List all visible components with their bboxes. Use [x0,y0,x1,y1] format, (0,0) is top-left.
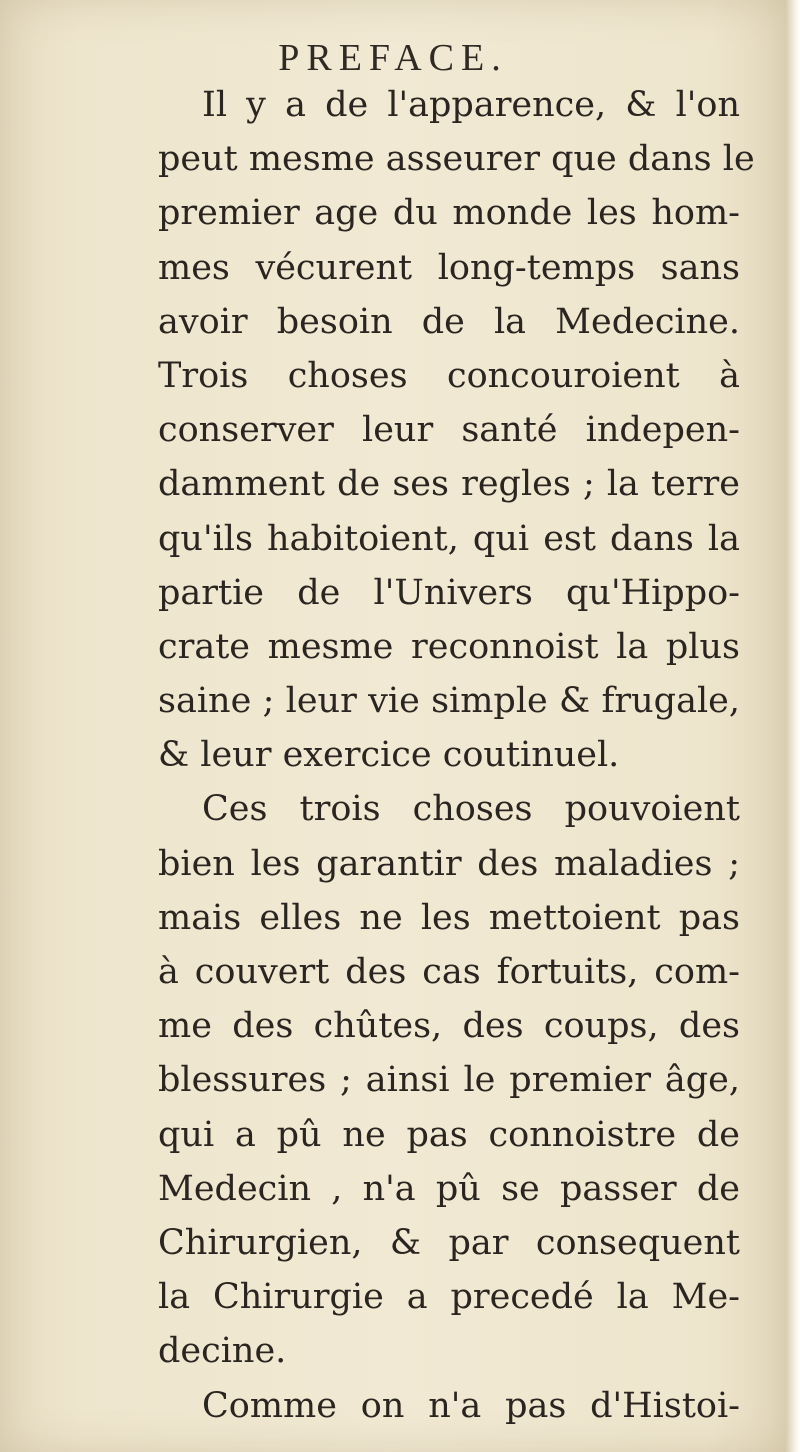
text-line: la Chirurgie a precedé la Me- [158,1277,740,1318]
text-line: saine ; leur vie simple & frugale, [158,681,740,722]
body-text [158,78,755,1433]
text-line: mes vécurent long-temps sans [158,247,740,288]
text-line: qui a pû ne pas connoistre de [158,1114,740,1155]
text-line: & leur exercice coutinuel. [158,735,620,776]
text-line: conserver leur santé indepen- [158,410,740,451]
text-line: Medecin , n'a pû se passer de [158,1168,740,1209]
text-line: avoir besoin de la Medecine. [158,301,740,342]
text-line: damment de ses regles ; la terre [158,464,740,505]
page-edge [786,0,800,1452]
text-line: Chirurgien, & par consequent [158,1222,740,1263]
text-line: partie de l'Univers qu'Hippo- [158,572,740,613]
text-line: qu'ils habitoient, qui est dans la [158,518,740,559]
paragraph-2 [158,782,740,1378]
text-line: decine. [158,1331,287,1372]
paragraph-1 [158,78,755,782]
text-line: Comme on n'a pas d'Histoi- [202,1385,740,1426]
text-line: Ces trois choses pouvoient [202,789,740,830]
text-line: mais elles ne les mettoient pas [158,897,740,938]
text-line: crate mesme reconnoist la plus [158,626,740,667]
text-line: à couvert des cas fortuits, com- [158,952,740,992]
text-line: me des chûtes, des coups, des [158,1006,740,1047]
running-header: PREFACE. [278,37,508,79]
text-line: premier age du monde les hom- [158,193,740,234]
text-line: peut mesme asseurer que dans le [158,139,755,180]
text-line: Trois choses concouroient à [158,355,740,396]
paragraph-3 [158,1379,740,1433]
text-line: Il y a de l'apparence, & l'on [202,85,740,125]
text-line: blessures ; ainsi le premier âge, [158,1060,740,1101]
text-line: bien les garantir des maladies ; [158,843,740,884]
